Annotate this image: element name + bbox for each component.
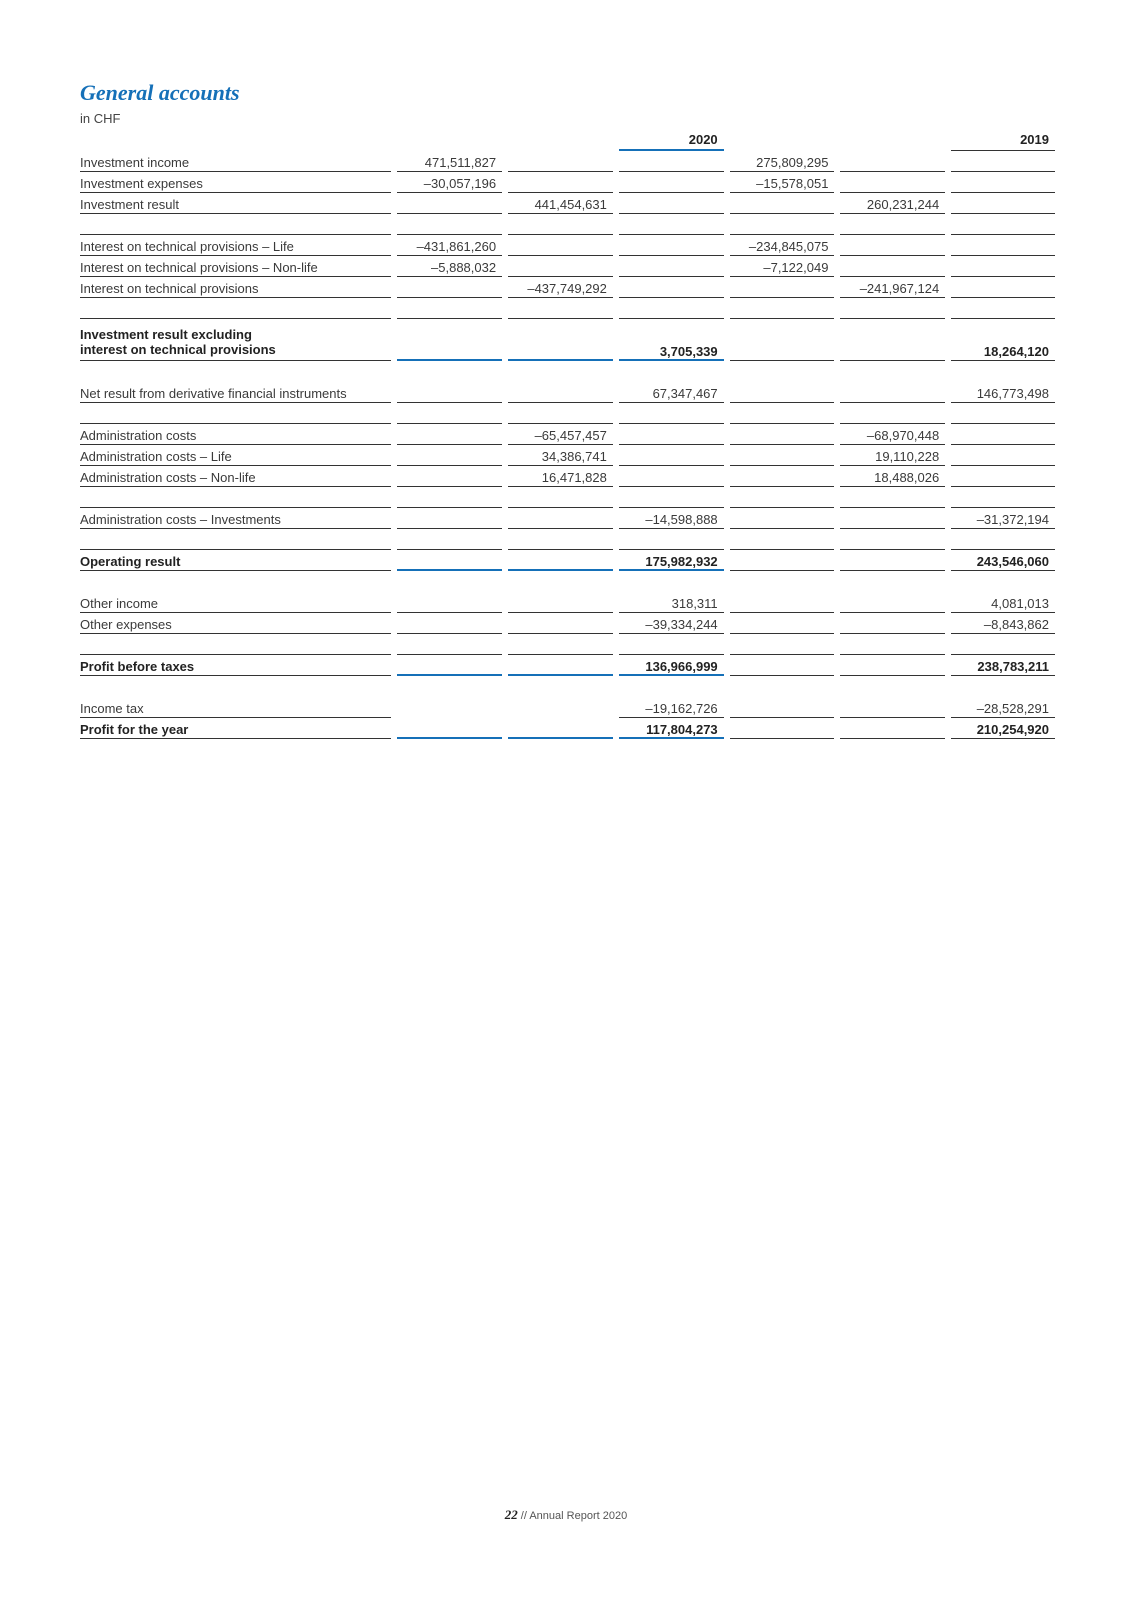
value-cell <box>840 319 945 361</box>
value-cell: 275,809,295 <box>730 151 835 172</box>
value-cell: –431,861,260 <box>397 235 502 256</box>
value-cell <box>508 697 613 718</box>
value-cell <box>730 277 835 298</box>
value-cell <box>951 193 1055 214</box>
table-row-subtotal <box>80 655 1055 676</box>
value-cell <box>951 172 1055 193</box>
value-cell <box>730 613 835 634</box>
value-cell: 4,081,013 <box>951 592 1055 613</box>
spacer-cell <box>508 298 613 319</box>
value-cell <box>951 235 1055 256</box>
spacer-cell <box>508 529 613 550</box>
value-cell <box>730 550 835 571</box>
spacer-cell <box>619 298 724 319</box>
value-cell <box>730 718 835 739</box>
spacer-cell <box>840 487 945 508</box>
row-label: Administration costs – Investments <box>80 508 391 529</box>
table-row <box>80 256 1055 277</box>
spacer-row <box>80 403 1055 424</box>
spacer-cell <box>397 676 502 697</box>
value-cell <box>397 193 502 214</box>
spacer-cell <box>508 571 613 592</box>
value-cell <box>397 277 502 298</box>
general-accounts-table <box>80 130 1055 739</box>
value-cell <box>508 508 613 529</box>
row-label-line: interest on technical provisions <box>80 342 276 357</box>
value-cell <box>951 277 1055 298</box>
value-cell: 243,546,060 <box>951 550 1055 571</box>
column-header-2019: 2019 <box>951 130 1055 151</box>
footer-text: // Annual Report 2020 <box>520 1510 628 1522</box>
value-cell <box>397 508 502 529</box>
value-cell: –14,598,888 <box>619 508 724 529</box>
table-row-subtotal <box>80 319 1055 361</box>
value-cell <box>508 592 613 613</box>
spacer-row <box>80 214 1055 235</box>
row-label: Investment income <box>80 151 391 172</box>
spacer-cell <box>730 214 835 235</box>
value-cell <box>840 151 945 172</box>
spacer-cell <box>80 214 391 235</box>
spacer-cell <box>951 361 1055 382</box>
value-cell <box>840 235 945 256</box>
value-cell <box>397 466 502 487</box>
value-cell <box>619 151 724 172</box>
table-row <box>80 466 1055 487</box>
header-blank <box>508 130 613 151</box>
value-cell <box>508 655 613 676</box>
value-cell: 175,982,932 <box>619 550 724 571</box>
spacer-row <box>80 487 1055 508</box>
spacer-cell <box>619 361 724 382</box>
row-label: Administration costs – Life <box>80 445 391 466</box>
spacer-cell <box>397 298 502 319</box>
row-label: Interest on technical provisions – Non-life <box>80 256 391 277</box>
value-cell <box>840 697 945 718</box>
value-cell <box>730 508 835 529</box>
spacer-cell <box>951 634 1055 655</box>
value-cell: 117,804,273 <box>619 718 724 739</box>
spacer-cell <box>80 529 391 550</box>
spacer-cell <box>397 403 502 424</box>
spacer-row <box>80 571 1055 592</box>
row-label: Investment result <box>80 193 391 214</box>
value-cell: 471,511,827 <box>397 151 502 172</box>
value-cell: 34,386,741 <box>508 445 613 466</box>
value-cell <box>397 613 502 634</box>
row-label: Income tax <box>80 697 391 718</box>
value-cell <box>840 508 945 529</box>
row-label-line: Investment result excluding <box>80 327 252 342</box>
value-cell <box>397 424 502 445</box>
value-cell: 16,471,828 <box>508 466 613 487</box>
value-cell: 136,966,999 <box>619 655 724 676</box>
value-cell <box>619 193 724 214</box>
value-cell <box>730 382 835 403</box>
spacer-cell <box>840 361 945 382</box>
value-cell <box>951 424 1055 445</box>
value-cell <box>397 718 502 739</box>
spacer-cell <box>730 634 835 655</box>
spacer-cell <box>730 571 835 592</box>
spacer-cell <box>508 487 613 508</box>
value-cell <box>619 256 724 277</box>
value-cell <box>840 613 945 634</box>
spacer-cell <box>840 403 945 424</box>
spacer-cell <box>508 214 613 235</box>
table-row <box>80 235 1055 256</box>
page-footer <box>0 1507 1132 1523</box>
value-cell <box>951 256 1055 277</box>
spacer-cell <box>730 529 835 550</box>
value-cell <box>730 655 835 676</box>
spacer-cell <box>619 214 724 235</box>
value-cell: 67,347,467 <box>619 382 724 403</box>
value-cell <box>508 382 613 403</box>
header-blank <box>730 130 835 151</box>
value-cell <box>508 718 613 739</box>
value-cell <box>951 445 1055 466</box>
spacer-cell <box>80 676 391 697</box>
row-label: Profit before taxes <box>80 655 391 676</box>
currency-unit: in CHF <box>80 111 121 126</box>
value-cell <box>840 550 945 571</box>
spacer-cell <box>508 634 613 655</box>
table-row <box>80 613 1055 634</box>
value-cell: 146,773,498 <box>951 382 1055 403</box>
value-cell: –30,057,196 <box>397 172 502 193</box>
spacer-cell <box>508 676 613 697</box>
value-cell <box>397 697 502 718</box>
spacer-cell <box>840 676 945 697</box>
spacer-cell <box>619 634 724 655</box>
value-cell: 18,264,120 <box>951 319 1055 361</box>
spacer-row <box>80 634 1055 655</box>
spacer-cell <box>619 676 724 697</box>
spacer-cell <box>840 529 945 550</box>
value-cell <box>619 424 724 445</box>
spacer-cell <box>840 298 945 319</box>
spacer-cell <box>80 403 391 424</box>
value-cell <box>397 382 502 403</box>
row-label: Administration costs – Non-life <box>80 466 391 487</box>
header-blank <box>397 130 502 151</box>
table-row <box>80 151 1055 172</box>
spacer-cell <box>397 571 502 592</box>
spacer-cell <box>730 361 835 382</box>
row-label: Interest on technical provisions <box>80 277 391 298</box>
value-cell: –7,122,049 <box>730 256 835 277</box>
spacer-row <box>80 676 1055 697</box>
value-cell <box>730 319 835 361</box>
table-header <box>80 130 1055 151</box>
value-cell: –15,578,051 <box>730 172 835 193</box>
value-cell <box>619 466 724 487</box>
value-cell <box>840 256 945 277</box>
value-cell <box>840 172 945 193</box>
table-row-total <box>80 718 1055 739</box>
spacer-cell <box>508 361 613 382</box>
row-label: Interest on technical provisions – Life <box>80 235 391 256</box>
table-row <box>80 508 1055 529</box>
spacer-cell <box>619 403 724 424</box>
row-label: Other income <box>80 592 391 613</box>
spacer-cell <box>730 298 835 319</box>
value-cell <box>397 319 502 361</box>
value-cell <box>730 424 835 445</box>
spacer-cell <box>397 529 502 550</box>
value-cell <box>619 172 724 193</box>
value-cell <box>619 277 724 298</box>
spacer-row <box>80 298 1055 319</box>
spacer-cell <box>730 676 835 697</box>
spacer-cell <box>508 403 613 424</box>
spacer-cell <box>840 571 945 592</box>
value-cell <box>951 151 1055 172</box>
value-cell <box>508 151 613 172</box>
value-cell <box>397 445 502 466</box>
spacer-cell <box>80 298 391 319</box>
table-row <box>80 592 1055 613</box>
table-row <box>80 424 1055 445</box>
spacer-cell <box>951 487 1055 508</box>
value-cell <box>508 235 613 256</box>
spacer-cell <box>730 403 835 424</box>
spacer-cell <box>951 298 1055 319</box>
spacer-row <box>80 529 1055 550</box>
value-cell <box>508 256 613 277</box>
value-cell: –39,334,244 <box>619 613 724 634</box>
header-blank <box>80 130 391 151</box>
spacer-cell <box>80 571 391 592</box>
value-cell <box>508 172 613 193</box>
value-cell <box>840 382 945 403</box>
value-cell: –31,372,194 <box>951 508 1055 529</box>
value-cell <box>951 466 1055 487</box>
spacer-cell <box>80 634 391 655</box>
value-cell <box>397 592 502 613</box>
spacer-cell <box>951 403 1055 424</box>
value-cell <box>730 697 835 718</box>
value-cell <box>730 445 835 466</box>
value-cell <box>508 550 613 571</box>
value-cell: –5,888,032 <box>397 256 502 277</box>
value-cell: –19,162,726 <box>619 697 724 718</box>
value-cell <box>508 613 613 634</box>
value-cell <box>619 445 724 466</box>
value-cell: 260,231,244 <box>840 193 945 214</box>
spacer-cell <box>619 529 724 550</box>
row-label: Net result from derivative financial instruments <box>80 382 391 403</box>
page-title: General accounts <box>80 80 240 105</box>
spacer-cell <box>397 634 502 655</box>
spacer-cell <box>951 214 1055 235</box>
value-cell: –68,970,448 <box>840 424 945 445</box>
value-cell <box>840 718 945 739</box>
value-cell <box>730 592 835 613</box>
table-row <box>80 445 1055 466</box>
spacer-cell <box>951 676 1055 697</box>
row-label: Operating result <box>80 550 391 571</box>
spacer-cell <box>397 214 502 235</box>
value-cell: –241,967,124 <box>840 277 945 298</box>
spacer-cell <box>840 214 945 235</box>
table-row <box>80 172 1055 193</box>
spacer-cell <box>840 634 945 655</box>
table-row <box>80 382 1055 403</box>
value-cell: –28,528,291 <box>951 697 1055 718</box>
table-row <box>80 697 1055 718</box>
row-label: Profit for the year <box>80 718 391 739</box>
page-number: 22 <box>504 1507 518 1522</box>
spacer-cell <box>397 361 502 382</box>
value-cell <box>397 550 502 571</box>
spacer-cell <box>619 487 724 508</box>
value-cell <box>840 592 945 613</box>
spacer-cell <box>619 571 724 592</box>
value-cell: –437,749,292 <box>508 277 613 298</box>
spacer-cell <box>80 487 391 508</box>
value-cell: 18,488,026 <box>840 466 945 487</box>
spacer-cell <box>397 487 502 508</box>
table-row <box>80 277 1055 298</box>
row-label: Investment expenses <box>80 172 391 193</box>
value-cell <box>730 466 835 487</box>
value-cell: 238,783,211 <box>951 655 1055 676</box>
value-cell <box>508 319 613 361</box>
value-cell <box>730 193 835 214</box>
value-cell <box>397 655 502 676</box>
spacer-cell <box>730 487 835 508</box>
column-header-2020: 2020 <box>619 130 724 151</box>
value-cell: 19,110,228 <box>840 445 945 466</box>
spacer-cell <box>951 571 1055 592</box>
value-cell: –234,845,075 <box>730 235 835 256</box>
value-cell: 318,311 <box>619 592 724 613</box>
spacer-cell <box>80 361 391 382</box>
row-label: Administration costs <box>80 424 391 445</box>
value-cell: 441,454,631 <box>508 193 613 214</box>
value-cell <box>840 655 945 676</box>
value-cell: 3,705,339 <box>619 319 724 361</box>
header-blank <box>840 130 945 151</box>
value-cell: –8,843,862 <box>951 613 1055 634</box>
value-cell <box>619 235 724 256</box>
value-cell: –65,457,457 <box>508 424 613 445</box>
table-row <box>80 193 1055 214</box>
value-cell: 210,254,920 <box>951 718 1055 739</box>
row-label: Other expenses <box>80 613 391 634</box>
row-label <box>80 319 391 361</box>
table-row-subtotal <box>80 550 1055 571</box>
spacer-row <box>80 361 1055 382</box>
spacer-cell <box>951 529 1055 550</box>
